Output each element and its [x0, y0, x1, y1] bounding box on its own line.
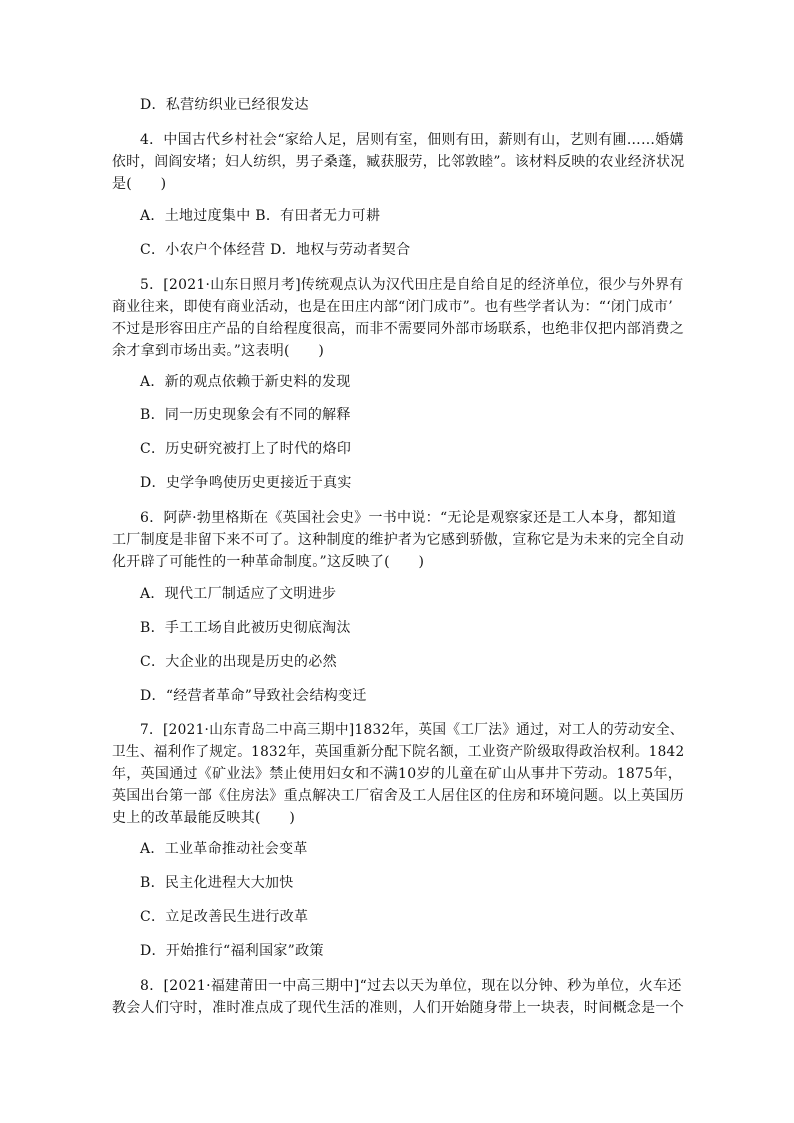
q4-option-cd: C．小农户个体经营 D．地权与劳动者契合	[140, 242, 411, 258]
q6-option-d: D．“经营者革命”导致社会结构变迁	[140, 688, 367, 704]
q4-option-ab: A．土地过度集中 B．有田者无力可耕	[140, 208, 381, 224]
q7-option-d: D．开始推行“福利国家”政策	[140, 943, 324, 959]
q5-option-b: B．同一历史现象会有不同的解释	[140, 407, 351, 423]
q7-stem-line-3: 年，英国通过《矿业法》禁止使用妇女和不满10岁的儿童在矿山从事井下劳动。1875年，	[112, 766, 683, 782]
q6-option-b: B．手工工场自此被历史彻底淘汰	[140, 620, 351, 636]
q5-option-a: A．新的观点依赖于新史料的发现	[140, 374, 351, 390]
q6-option-a: A．现代工厂制适应了文明进步	[140, 586, 337, 602]
q5-stem-line-1: 5．[2021·山东日照月考]传统观点认为汉代田庄是自给自足的经济单位，很少与外界有	[140, 277, 684, 293]
q6-stem-line-1: 6．阿萨·勃里格斯在《英国社会史》一书中说：“无论是观察家还是工人本身，都知道	[140, 510, 677, 526]
q5-stem-line-2: 商业往来，即使有商业活动，也是在田庄内部“闭门成市”。也有些学者认为：“‘闭门成市’	[112, 299, 673, 315]
q7-stem-line-1: 7．[2021·山东青岛二中高三期中]1832年，英国《工厂法》通过，对工人的劳动安全、	[140, 722, 684, 738]
q6-option-c: C．大企业的出现是历史的必然	[140, 654, 337, 670]
q4-stem-line-2: 依时，闾阎安堵；妇人纺织，男子桑蓬，臧获服劳，比邻敦睦”。该材料反映的农业经济状况	[112, 154, 685, 170]
q5-option-d: D．史学争鸣使历史更接近于真实	[140, 475, 352, 491]
q8-stem-line-2: 教会人们守时，准时准点成了现代生活的准则，人们开始随身带上一块表，时间概念是一个	[112, 1000, 684, 1016]
q4-stem-line-3: 是( )	[112, 176, 167, 192]
q6-stem-line-2: 工厂制度是非留下来不可了。这种制度的维护者为它感到骄傲，宣称它是为未来的完全自动	[112, 532, 684, 548]
q5-stem-line-3: 不过是形容田庄产品的自给程度很高，而非不需要同外部市场联系，也绝非仅把内部消费之	[112, 321, 684, 337]
q4-stem-line-1: 4．中国古代乡村社会“家给人足，居则有室，佃则有田，薪则有山，艺则有圃……婚媾	[140, 132, 684, 148]
q7-option-c: C．立足改善民生进行改革	[140, 909, 309, 925]
q8-stem-line-1: 8．[2021·福建莆田一中高三期中]“过去以天为单位，现在以分钟、秒为单位，火车还	[140, 978, 682, 994]
q7-stem-line-5: 史上的改革最能反映其( )	[112, 810, 296, 826]
q7-stem-line-2: 卫生、福利作了规定。1832年，英国重新分配下院名额，工业资产阶级取得政治权利。1842	[112, 744, 685, 760]
q6-stem-line-3: 化开辟了可能性的一种革命制度。”这反映了( )	[112, 554, 425, 570]
q7-option-b: B．民主化进程大大加快	[140, 875, 294, 891]
q7-option-a: A．工业革命推动社会变革	[140, 841, 308, 857]
q3-option-d: D．私营纺织业已经很发达	[140, 97, 309, 113]
q7-stem-line-4: 英国出台第一部《住房法》重点解决工厂宿舍及工人居住区的住房和环境问题。以上英国历	[112, 788, 684, 804]
q5-option-c: C．历史研究被打上了时代的烙印	[140, 441, 352, 457]
q5-stem-line-4: 余才拿到市场出卖。”这表明( )	[112, 343, 325, 359]
